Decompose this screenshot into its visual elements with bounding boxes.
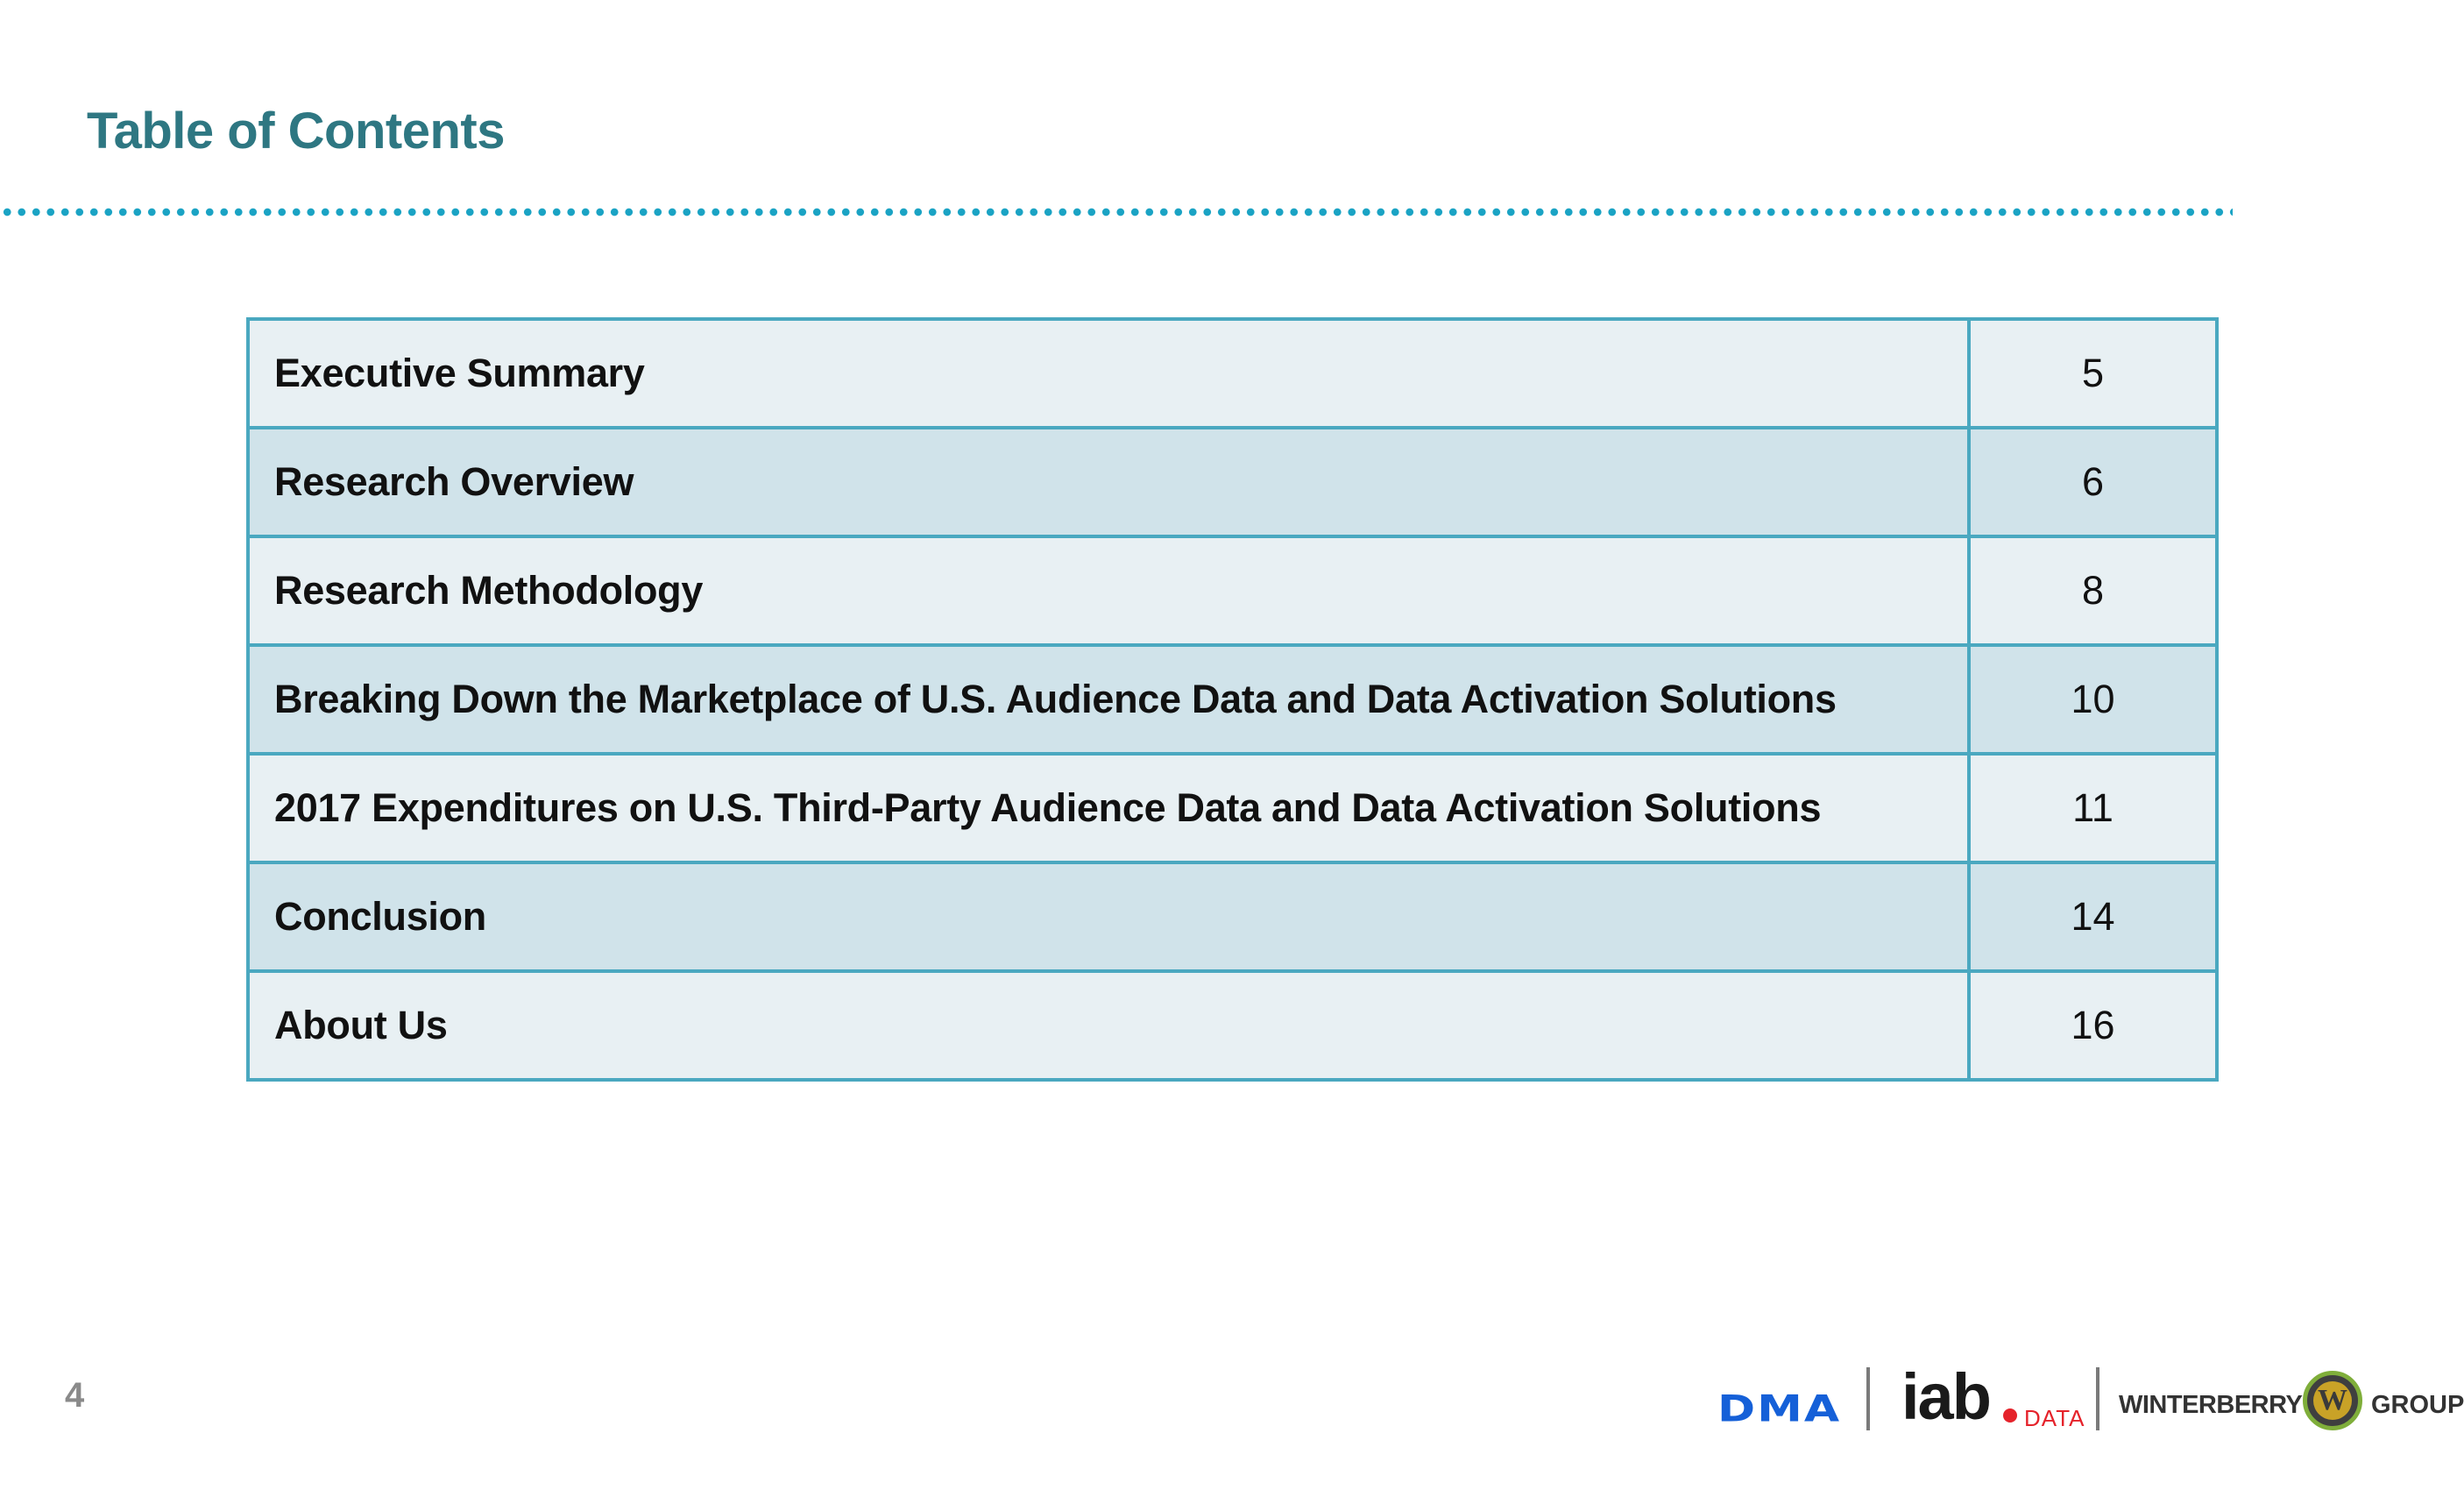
toc-row [248,971,2217,1080]
dotted-divider [0,208,2233,216]
toc-page-number: 16 [1969,971,2217,1080]
toc-section-title: Executive Summary [248,319,1969,428]
group-logo-text: GROUP [2371,1391,2464,1419]
toc-row [248,428,2217,536]
iab-data-label: DATA [2024,1405,2085,1431]
iab-logo: iab [1901,1360,1990,1433]
page-number: 4 [65,1376,85,1415]
iab-dot-mark [2003,1408,2017,1423]
table-of-contents [246,317,2219,1082]
toc-row [248,645,2217,754]
toc-page-number: 8 [1969,536,2217,645]
toc-section-title: Breaking Down the Marketplace of U.S. Audience Data and Data Activation Solutions [248,645,1969,754]
page-title: Table of Contents [87,103,505,160]
toc-section-title: Research Methodology [248,536,1969,645]
toc-page-number: 11 [1969,754,2217,862]
toc-row [248,754,2217,862]
toc-page-number: 10 [1969,645,2217,754]
winterberry-w-badge-icon [2303,1371,2362,1430]
winterberry-logo-text: WINTERBERRY [2119,1391,2303,1419]
logo-divider [2096,1367,2099,1430]
toc-section-title: About Us [248,971,1969,1080]
partner-logos [1717,1360,2464,1433]
toc-row [248,319,2217,428]
toc-row [248,862,2217,971]
toc-section-title: Conclusion [248,862,1969,971]
toc-section-title: 2017 Expenditures on U.S. Third-Party Audience Data and Data Activation Solutions [248,754,1969,862]
toc-page-number: 6 [1969,428,2217,536]
toc-row [248,536,2217,645]
toc-page-number: 14 [1969,862,2217,971]
toc-section-title: Research Overview [248,428,1969,536]
toc-page-number: 5 [1969,319,2217,428]
dma-logo: DMA [1717,1388,1842,1430]
logo-divider [1866,1367,1870,1430]
w-letter-mark: W [2313,1381,2352,1420]
